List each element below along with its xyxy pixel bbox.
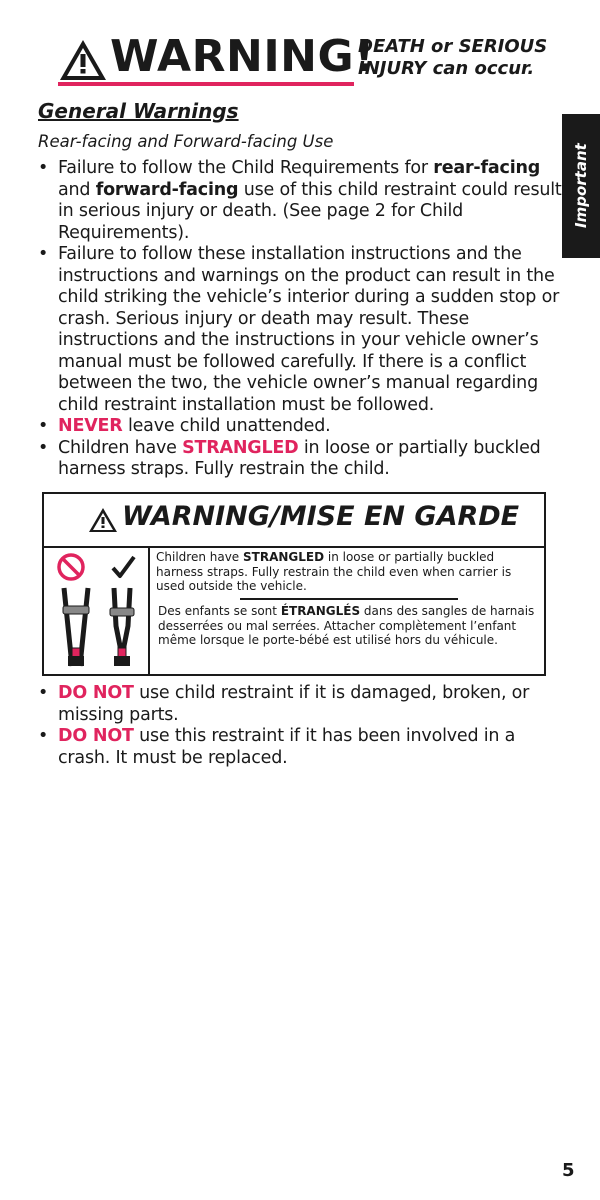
bullet-dot: • — [38, 726, 49, 746]
warning-label-english: Children have STRANGLED in loose or partially buckled harness straps. Fully restrain the child even when carrier is used outside the vehicle. — [156, 550, 512, 593]
warning-label-title: WARNING/MISE EN GARDE — [122, 501, 520, 532]
checkmark-icon — [108, 552, 138, 582]
warning-word: WARNING! — [110, 31, 375, 82]
warnings-list-2 — [38, 683, 562, 769]
tight-harness-figure-icon — [104, 586, 140, 668]
label-divider — [240, 598, 458, 600]
list-item-text: Failure to follow the Child Requirements for rear-facing and forward-facing use of this child restraint could result in serious injury or death. (See page 2 for Child Requirements). — [58, 158, 562, 243]
side-tab — [562, 114, 600, 258]
warning-triangle-icon — [58, 38, 108, 82]
list-item-text: DO NOT use this restraint if it has been involved in a crash. It must be replaced. — [58, 726, 516, 768]
page-number: 5 — [562, 1160, 575, 1181]
bullet-dot: • — [38, 158, 49, 178]
bullet-dot: • — [38, 683, 49, 703]
list-item-text: NEVER leave child unattended. — [58, 416, 331, 436]
bullet-dot: • — [38, 244, 49, 264]
list-item — [38, 726, 562, 769]
emphasis-strangled-en: STRANGLED — [243, 550, 325, 564]
bullet-dot: • — [38, 416, 49, 436]
emphasis-rear-facing: rear-facing — [433, 158, 541, 178]
list-item — [38, 438, 562, 481]
list-item — [38, 158, 562, 244]
warnings-list — [38, 158, 562, 481]
warning-triangle-icon — [88, 507, 118, 533]
prohibited-icon — [56, 552, 86, 582]
warning-header — [58, 32, 558, 88]
list-item — [38, 683, 562, 726]
emphasis-never: NEVER — [58, 416, 123, 436]
emphasis-etrangles-fr: ÉTRANGLÉS — [280, 604, 361, 618]
header-message-line2: INJURY can occur. — [358, 58, 535, 79]
warning-label-french: Des enfants se sont ÉTRANGLÉS dans des sangles de harnais desserrées ou mal serrées. Attacher complètement l’enfant même lorsque le porte-bébé est utilisé hors du véhicule. — [158, 604, 535, 647]
emphasis-strangled: STRANGLED — [182, 437, 299, 458]
header-message-line1: DEATH or SERIOUS — [358, 36, 548, 57]
emphasis-do-not: DO NOT — [58, 726, 134, 746]
bullet-dot: • — [38, 437, 49, 458]
warning-label-pictograms — [44, 546, 150, 674]
emphasis-forward-facing: forward-facing — [95, 179, 239, 200]
list-item-text: Failure to follow these installation instructions and the instructions and warnings on the product can result in the child striking the vehicle’s interior during a sudden stop or crash. Serious injury or death may result. These instructions and the instructions in your vehicle owner’s manual must be followed carefully. If there is a conflict between the two, the vehicle owner’s manual regarding child restraint installation must be followed. — [58, 244, 560, 415]
side-tab-label: Important — [572, 143, 590, 229]
header-message — [358, 36, 547, 80]
emphasis-do-not: DO NOT — [58, 683, 134, 703]
section-subtitle: Rear-facing and Forward-facing Use — [38, 132, 334, 151]
warning-label-header — [44, 494, 544, 548]
list-item — [38, 244, 562, 416]
list-item — [38, 416, 562, 438]
header-underline — [58, 82, 354, 86]
list-item-text: Children have STRANGLED in loose or partially buckled harness straps. Fully restrain the child. — [58, 437, 541, 479]
section-title: General Warnings — [38, 99, 239, 123]
warning-label-box — [42, 492, 546, 676]
list-item-text: DO NOT use child restraint if it is damaged, broken, or missing parts. — [58, 683, 530, 725]
loose-harness-figure-icon — [58, 586, 94, 668]
